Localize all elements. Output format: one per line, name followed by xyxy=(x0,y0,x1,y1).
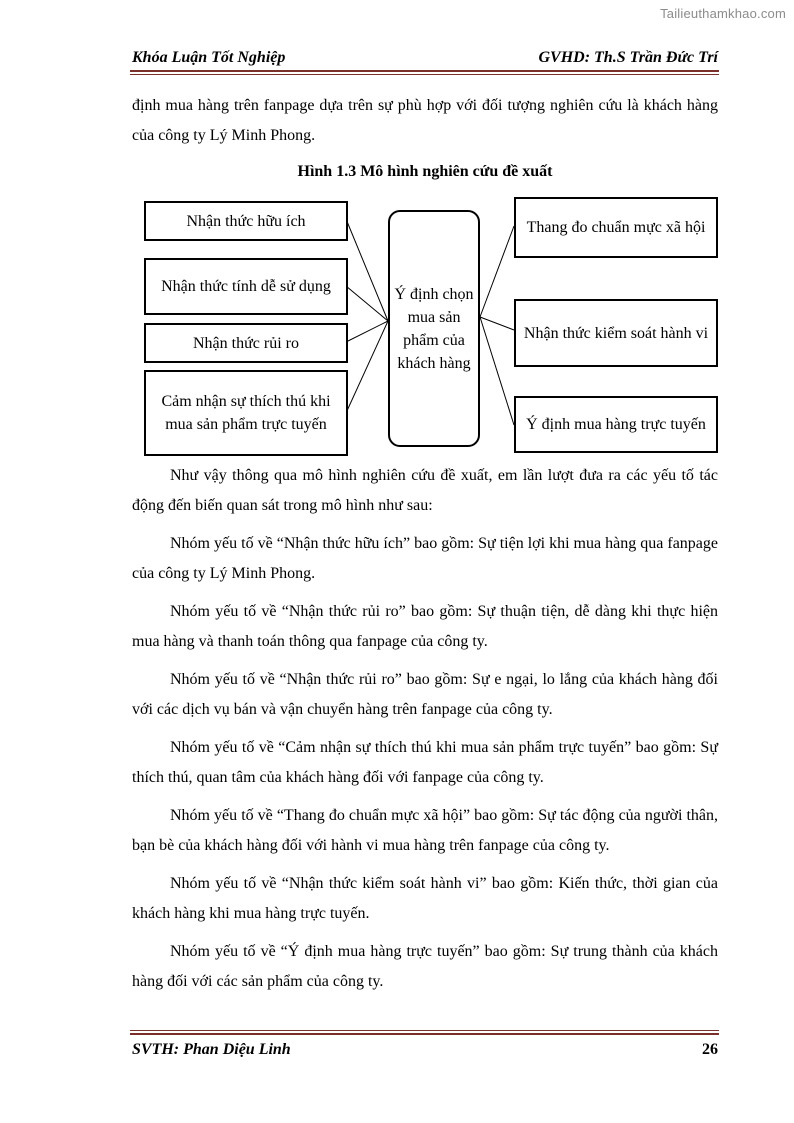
connector-line xyxy=(346,321,388,413)
factor-box-subjective-norm xyxy=(514,197,718,258)
paragraph: Nhóm yếu tố về “Nhận thức hữu ích” bao gồm: Sự tiện lợi khi mua hàng qua fanpage của công ty Lý Minh Phong. xyxy=(132,535,718,582)
connector-line xyxy=(346,286,388,321)
connector-line xyxy=(480,226,514,317)
factor-label: Thang đo chuẩn mực xã hội xyxy=(526,219,706,236)
intro-paragraph: định mua hàng trên fanpage dựa trên sự phù hợp với đối tượng nghiên cứu là khách hàng của công ty Lý Minh Phong. xyxy=(132,97,718,144)
header-thesis-title: Khóa Luận Tốt Nghiệp xyxy=(132,49,286,66)
connector-line xyxy=(346,321,388,342)
factor-label: Nhận thức tính dễ sử dụng xyxy=(161,278,331,295)
connector-line xyxy=(346,219,388,321)
figure-caption: Hình 1.3 Mô hình nghiên cứu đề xuất xyxy=(297,163,553,180)
connector-line xyxy=(480,317,514,330)
paragraph: Nhóm yếu tố về “Nhận thức rủi ro” bao gồm: Sự thuận tiện, dễ dàng khi thực hiện mua hàng và thanh toán thông qua fanpage của công ty. xyxy=(132,603,718,650)
factor-label: Ý định mua hàng trực tuyến xyxy=(526,416,706,433)
factor-box-online-purchase-intention xyxy=(514,396,718,453)
connector-line xyxy=(480,317,514,425)
factor-label: Nhận thức hữu ích xyxy=(186,212,306,230)
paragraph: Như vậy thông qua mô hình nghiên cứu đề xuất, em lần lượt đưa ra các yếu tố tác động đến biến quan sát trong mô hình như sau: xyxy=(132,467,718,514)
factor-label: Cảm nhận sự thích thú khi mua sản phẩm trực tuyến xyxy=(161,393,331,433)
factor-label: Nhận thức rủi ro xyxy=(193,334,299,352)
factor-box-perceived-ease-of-use xyxy=(144,258,348,315)
watermark: Tailieuthamkhao.com xyxy=(660,6,786,21)
factor-label: Nhận thức kiểm soát hành vi xyxy=(523,324,709,342)
factor-box-perceived-risk xyxy=(144,323,348,363)
page-number: 26 xyxy=(702,1041,718,1058)
footer-student: SVTH: Phan Diệu Linh xyxy=(132,1041,291,1058)
page-footer xyxy=(132,1041,718,1059)
paragraph: Nhóm yếu tố về “Nhận thức kiểm soát hành vi” bao gồm: Kiến thức, thời gian của khách hàng khi mua hàng trực tuyến. xyxy=(132,875,718,922)
outcome-label: Ý định chọn mua sản phẩm của khách hàng xyxy=(394,285,474,372)
header-supervisor: GVHD: Th.S Trần Đức Trí xyxy=(538,49,718,66)
outcome-box-purchase-intention xyxy=(388,210,480,447)
factor-box-perceived-enjoyment xyxy=(144,370,348,456)
paragraph: Nhóm yếu tố về “Thang đo chuẩn mực xã hội” bao gồm: Sự tác động của người thân, bạn bè của khách hàng đối với hành vi mua hàng trên fanpage của công ty. xyxy=(132,807,718,854)
paragraph: Nhóm yếu tố về “Ý định mua hàng trực tuyến” bao gồm: Sự trung thành của khách hàng đối với các sản phẩm của công ty. xyxy=(132,943,718,990)
footer-rule xyxy=(130,1030,719,1035)
factor-box-perceived-usefulness xyxy=(144,201,348,241)
factor-box-perceived-behavioral-control xyxy=(514,299,718,367)
paragraph: Nhóm yếu tố về “Nhận thức rủi ro” bao gồm: Sự e ngại, lo lắng của khách hàng đối với các dịch vụ bán và vận chuyển hàng trên fanpage của công ty. xyxy=(132,671,718,718)
paragraph: Nhóm yếu tố về “Cảm nhận sự thích thú khi mua sản phẩm trực tuyến” bao gồm: Sự thích thú, quan tâm của khách hàng đối với fanpage của công ty. xyxy=(132,739,718,786)
body-text xyxy=(132,461,718,997)
